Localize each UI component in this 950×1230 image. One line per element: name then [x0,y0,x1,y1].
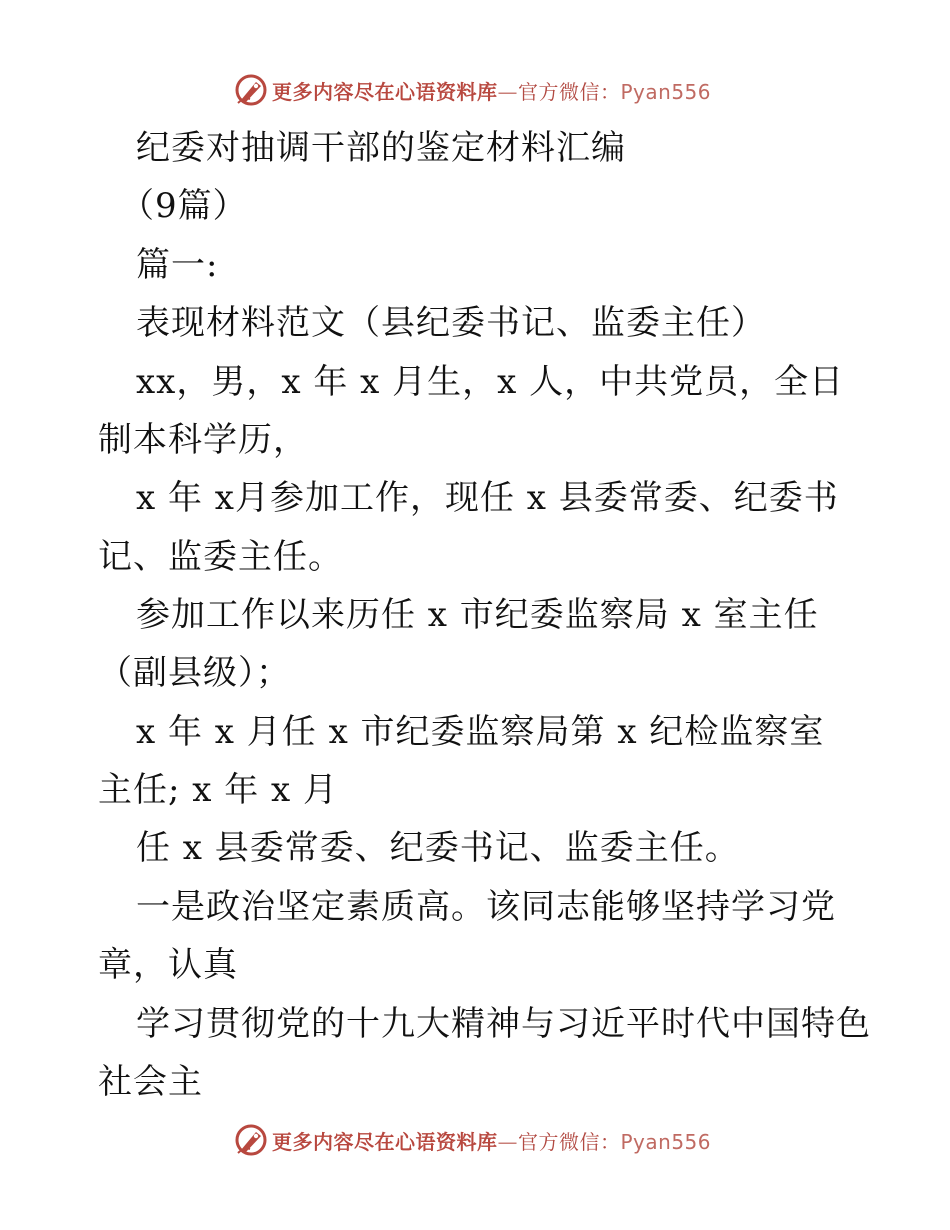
footer-wechat-id: Pyan556 [620,1129,712,1154]
body-line: 记、监委主任。 [98,537,343,577]
document-title: 纪委对抽调干部的鉴定材料汇编 [136,128,626,168]
header-separator: — [497,79,518,104]
body-line: 主任; x 年 x 月 [98,770,339,810]
body-line: （副县级）； [98,653,291,693]
body-line: 学习贯彻党的十九大精神与习近平时代中国特色 [136,1004,871,1044]
footer-site-text: 更多内容尽在心语资料库 [272,1129,498,1154]
header-banner-text [272,76,711,105]
chapter-subtitle: 表现材料范文（县纪委书记、监委主任） [136,303,766,343]
body-line: x 年 x月参加工作，现任 x 县委常委、纪委书 [136,478,839,518]
header-site-text: 更多内容尽在心语资料库 [272,79,498,104]
body-line: 章，认真 [98,945,238,985]
pen-nib-logo-icon [234,73,268,107]
footer-wechat-label: 官方微信： [518,1129,621,1154]
header-wechat-id: Pyan556 [620,79,712,104]
body-line: 一是政治坚定素质高。该同志能够坚持学习党 [136,887,836,927]
footer-separator: — [497,1129,518,1154]
footer-banner [234,1122,711,1158]
body-line: 任 x 县委常委、纪委书记、监委主任。 [136,828,740,868]
body-line: 参加工作以来历任 x 市纪委监察局 x 室主任 [136,595,819,635]
pen-nib-logo-icon [234,1123,268,1157]
chapter-heading: 篇一: [136,245,219,285]
body-line: xx，男，x 年 x 月生，x 人，中共党员，全日 [136,362,845,402]
body-line: 制本科学历， [98,420,308,460]
document-count: （9篇） [120,186,248,226]
body-line: 社会主 [98,1062,203,1102]
header-banner [234,72,711,108]
body-line: x 年 x 月任 x 市纪委监察局第 x 纪检监察室 [136,712,825,752]
header-wechat-label: 官方微信： [518,79,621,104]
footer-banner-text [272,1126,711,1155]
